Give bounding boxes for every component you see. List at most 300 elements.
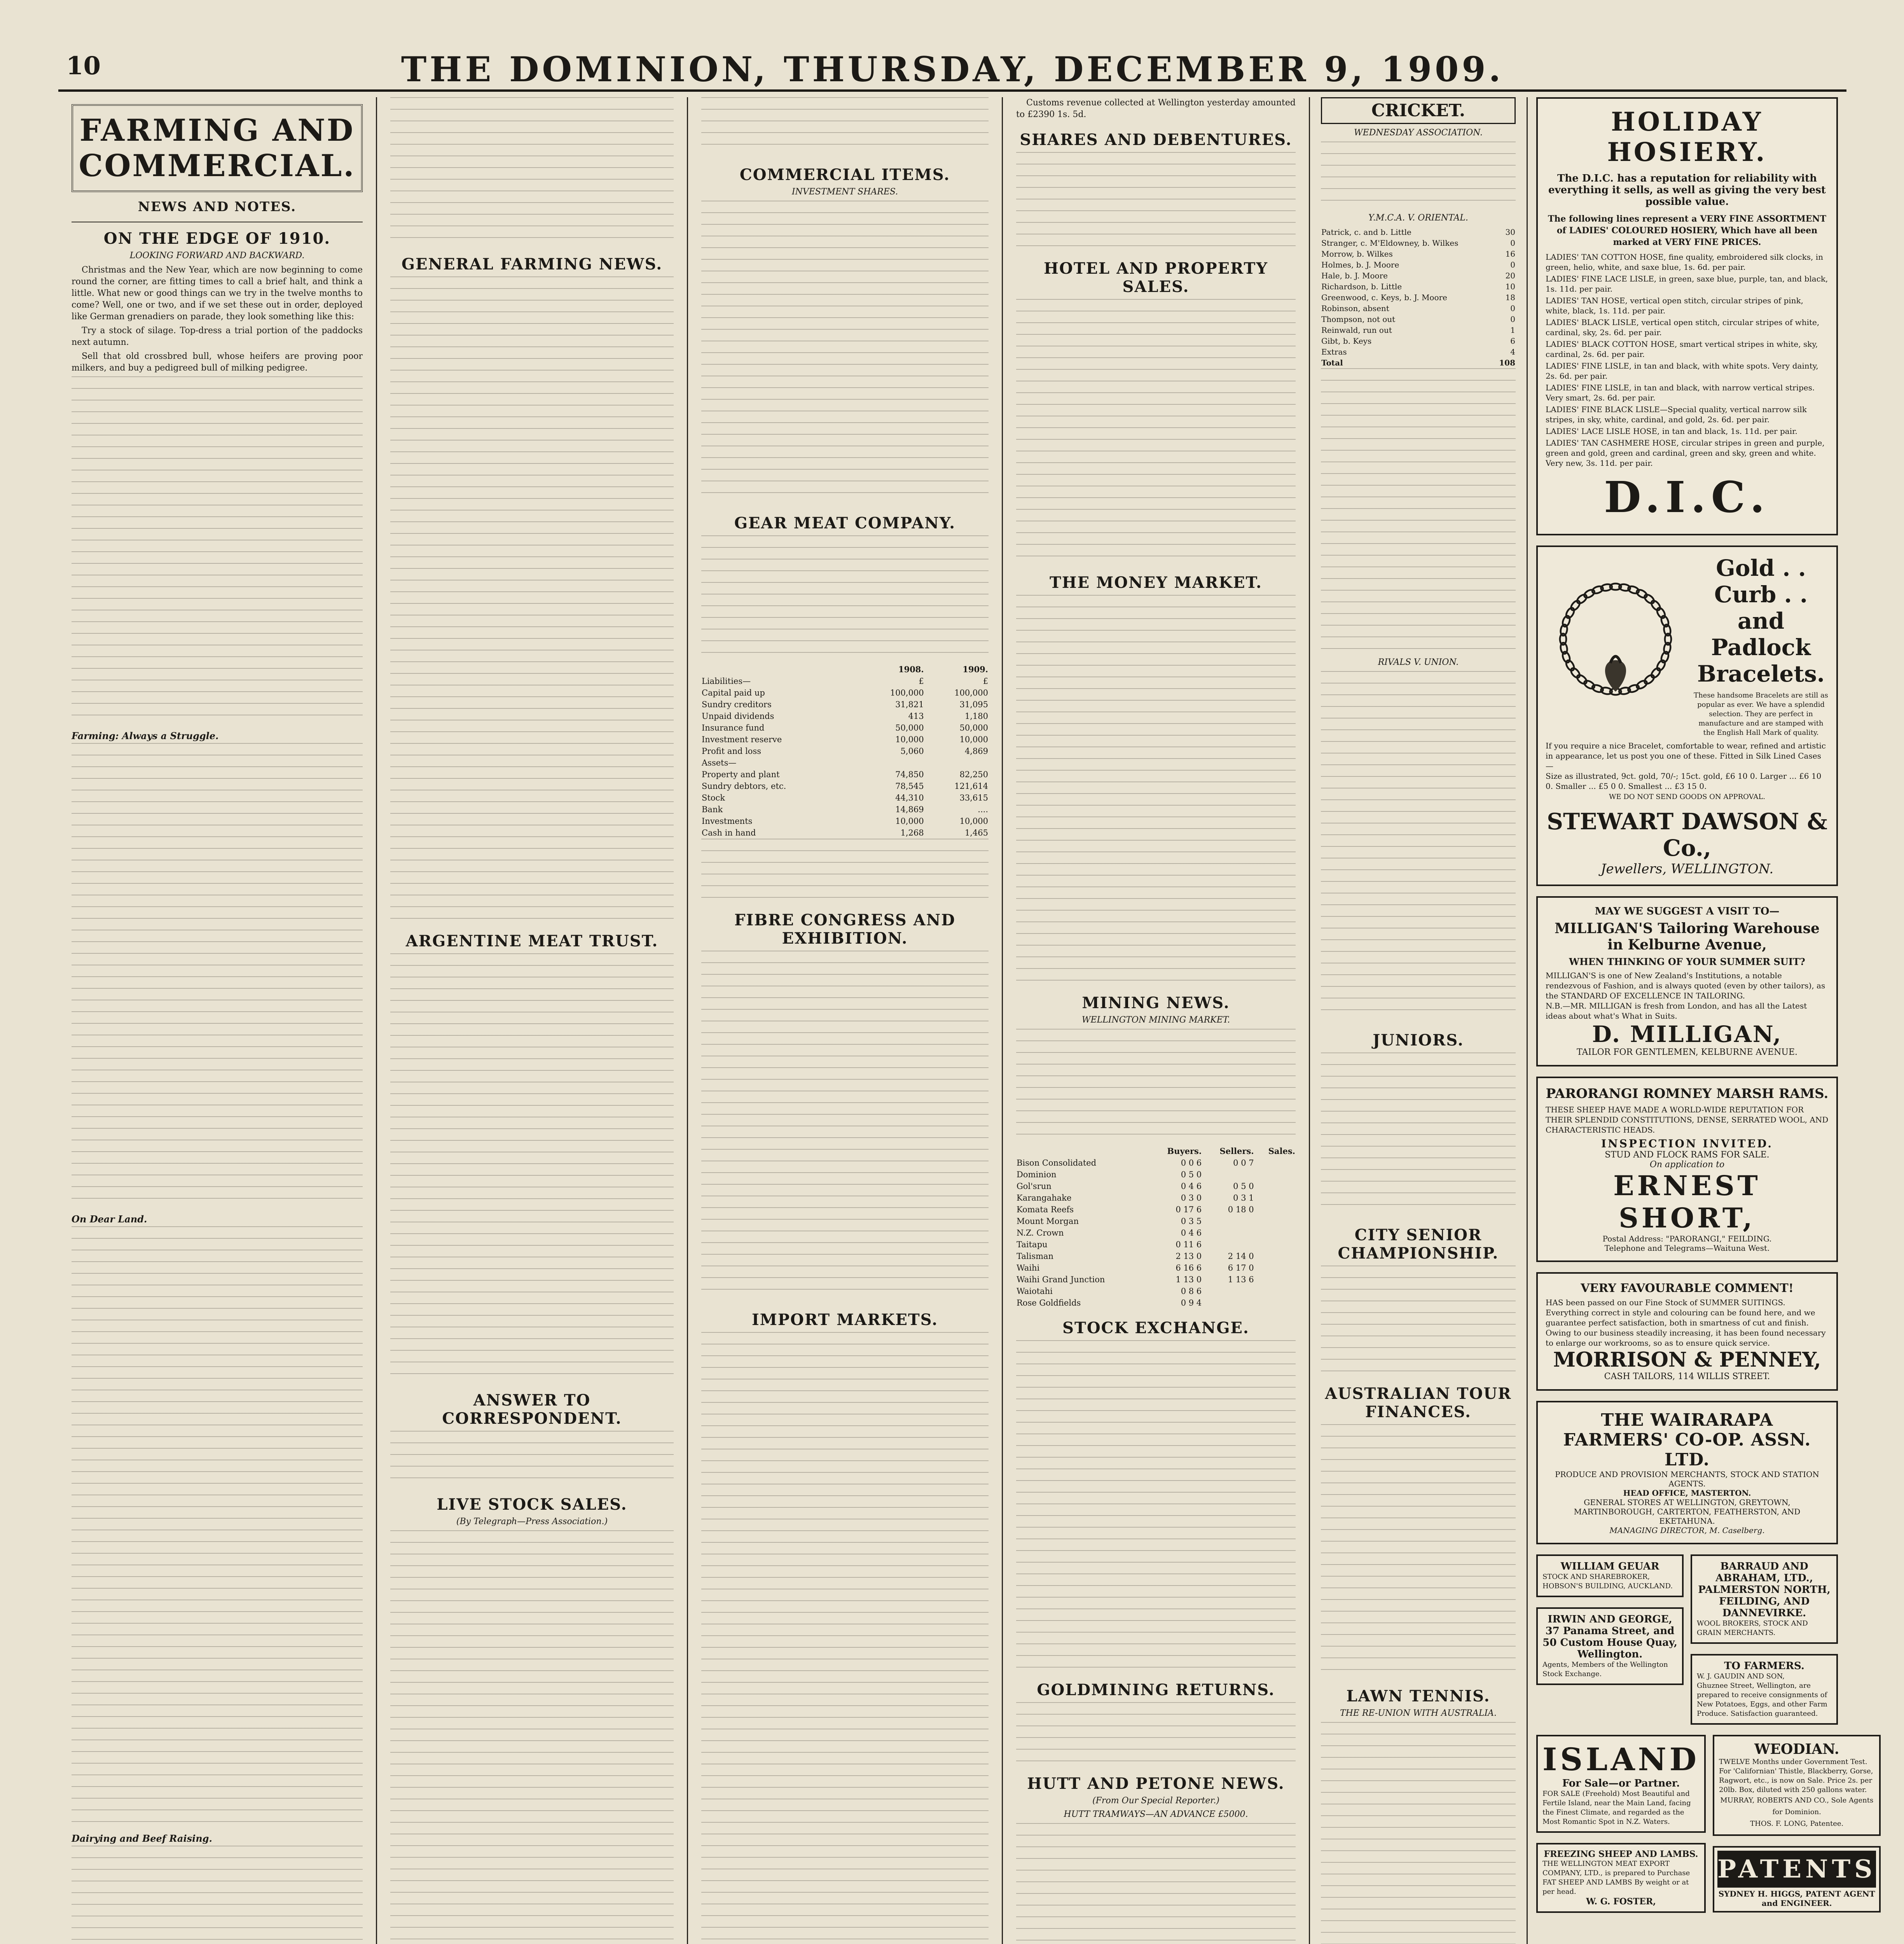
table-row [701, 792, 989, 804]
masthead [58, 47, 1846, 92]
table-cell: .... [978, 805, 988, 814]
dear-land-heading: On Dear Land. [72, 1213, 147, 1225]
table-cell [1202, 1285, 1254, 1297]
text-lines [1321, 1052, 1516, 1216]
hutt-byline: (From Our Special Reporter.) [1092, 1796, 1219, 1806]
table-cell: Gol'srun [1017, 1182, 1052, 1191]
table-row [1016, 1180, 1296, 1192]
table-row [1321, 259, 1516, 270]
paragraph: Customs revenue collected at Wellington yesterday amounted to £2390 1s. 5d. [1016, 98, 1296, 119]
mining-quotations-table [1016, 1145, 1296, 1309]
table-cell: Rose Goldfields [1017, 1298, 1081, 1308]
freezing-body: THE WELLINGTON MEAT EXPORT COMPANY, LTD., is prepared to Purchase FAT SHEEP AND LAMBS By weight or at per head. [1542, 1860, 1690, 1896]
table-row [701, 827, 989, 839]
column-header: Sellers. [1219, 1146, 1254, 1156]
freezing-title: FREEZING SHEEP AND LAMBS. [1544, 1849, 1698, 1859]
customs-note [1016, 97, 1296, 121]
text-lines [1321, 1722, 1516, 1944]
bracelet-note: These handsome Bracelets are still as popular as ever. We have a splendid selection. They are perfect in manufacture and are stamped with the English Hall Mark of quality. [1694, 691, 1828, 737]
hosiery-lead: The D.I.C. has a reputation for reliability with everything it sells, as well as giving the very best possible value. [1548, 173, 1826, 208]
table-cell: 100,000 [890, 688, 924, 698]
section-title: FARMING AND COMMERCIAL. [72, 104, 363, 192]
morrison-sub: CASH TAILORS, 114 WILLIS STREET. [1604, 1372, 1770, 1381]
table-cell: 6 16 6 [1176, 1263, 1202, 1273]
text-lines [701, 839, 989, 901]
batsman-cell: Holmes, b. J. Moore [1321, 260, 1399, 269]
text-lines [1016, 299, 1296, 563]
city-senior-heading: CITY SENIOR CHAMPIONSHIP. [1338, 1226, 1499, 1262]
table-cell: Investments [702, 816, 753, 826]
wairarapa-sub2: HEAD OFFICE, MASTERTON. [1623, 1488, 1751, 1498]
table-cell [1254, 1297, 1296, 1309]
text-lines [72, 1226, 363, 1829]
geuar-ad-line: STOCK AND SHAREBROKER, HOBSON'S BUILDING, AUCKLAND. [1542, 1573, 1673, 1590]
patents-sub: SYDNEY H. HIGGS, PATENT AGENT and ENGINEER. [1718, 1889, 1875, 1908]
ernest-short-name: ERNEST SHORT, [1613, 1170, 1761, 1234]
balance-sheet-table [701, 664, 989, 839]
table-cell: Talisman [1017, 1252, 1054, 1261]
article-body [72, 264, 363, 374]
cricket-heading: CRICKET. [1321, 97, 1516, 124]
small-ads-grid-2 [1536, 1735, 1876, 1923]
table-cell [1254, 1192, 1296, 1204]
milligan-title: MILLIGAN'S Tailoring Warehouse in Kelburne Avenue, [1555, 920, 1820, 953]
table-cell [1254, 1285, 1296, 1297]
weodian-contact: THOS. F. LONG, Patentee. [1750, 1820, 1844, 1828]
milligan-ad [1536, 896, 1838, 1066]
runs-cell: 16 [1505, 249, 1515, 259]
batsman-cell: Stranger, c. M'Eldowney, b. Wilkes [1321, 238, 1459, 248]
text-lines [390, 276, 674, 922]
table-cell: 10,000 [959, 735, 988, 744]
table-cell: Bank [702, 805, 723, 814]
bracelet-headline: and [1737, 608, 1785, 634]
batsman-cell: Richardson, b. Little [1321, 282, 1402, 291]
wairarapa-manager: MANAGING DIRECTOR, M. Caselberg. [1609, 1526, 1765, 1535]
mining-market-heading: WELLINGTON MINING MARKET. [1081, 1015, 1230, 1025]
runs-cell: 30 [1505, 227, 1515, 237]
runs-cell: 0 [1510, 315, 1515, 324]
patents-title: PATENTS [1717, 1851, 1876, 1888]
hosiery-item: LADIES' TAN CASHMERE HOSE, circular stripes in green and purple, green and gold, green and cardinal, green and sky, green and white. Very new, 3s. 11d. per pair. [1546, 438, 1825, 468]
parorangi-telephone: Telephone and Telegrams—Waituna West. [1604, 1243, 1770, 1253]
batsman-cell: Extras [1321, 347, 1347, 357]
column-header: Buyers. [1167, 1146, 1202, 1156]
table-row [1321, 303, 1516, 314]
barraud-ad-line: WOOL BROKERS, STOCK AND GRAIN MERCHANTS. [1697, 1619, 1808, 1637]
small-ads-grid [1536, 1554, 1838, 1735]
looking-forward-subheading: LOOKING FORWARD AND BACKWARD. [129, 251, 305, 260]
small-ads-right-2 [1713, 1735, 1881, 1923]
hosiery-title: HOLIDAY HOSIERY. [1607, 107, 1767, 167]
table-cell: £ [983, 677, 988, 686]
table-cell: Liabilities— [702, 677, 751, 686]
morrison-body: HAS been passed on our Fine Stock of SUMMER SUITINGS. Everything correct in style and colouring can be found here, and we guarantee perfect satisfaction, both in smartness of cut and finish. Owing to our business steadily increasing, it has been found necessary to enlarge our workrooms, so as to ensure quick service. [1546, 1298, 1826, 1348]
hosiery-item: LADIES' FINE LISLE, in tan and black, with narrow vertical stripes. Very smart, 2s. 6d. per pair. [1546, 383, 1815, 402]
morrison-name: MORRISON & PENNEY, [1553, 1348, 1821, 1372]
farmers-ad [1691, 1654, 1838, 1725]
column-sport-and-ads [1310, 97, 1876, 1944]
table-row [701, 804, 989, 815]
bracelet-headline: Padlock [1711, 634, 1811, 661]
table-cell: Insurance fund [702, 723, 765, 732]
runs-cell: 1 [1510, 325, 1515, 335]
table-cell: 0 3 1 [1233, 1193, 1254, 1203]
text-lines [72, 1846, 363, 1944]
hosiery-list [1546, 252, 1829, 468]
irwin-ad [1536, 1607, 1684, 1685]
freezing-ad [1536, 1843, 1706, 1913]
text-lines [1321, 368, 1516, 656]
column-commercial [688, 97, 1003, 1944]
bracelet-copy [1693, 555, 1829, 738]
table-cell: 82,250 [959, 770, 988, 779]
hosiery-item: LADIES' FINE LISLE, in tan and black, with white spots. Very dainty, 2s. 6d. per pair. [1546, 361, 1818, 381]
table-cell [1254, 1169, 1296, 1180]
table-row [1321, 346, 1516, 357]
farmers-ad-line: W. J. GAUDIN AND SON, [1697, 1672, 1785, 1680]
table-row [701, 815, 989, 827]
runs-cell: 0 [1510, 260, 1515, 269]
table-row [1321, 227, 1516, 238]
table-row [1321, 248, 1516, 259]
small-ads-left-2 [1536, 1735, 1706, 1923]
table-cell: 31,095 [959, 700, 988, 709]
text-lines [72, 376, 363, 726]
table-row [1016, 1192, 1296, 1204]
parorangi-apply: On application to [1649, 1160, 1725, 1170]
freezing-name: W. G. FOSTER, [1586, 1897, 1656, 1907]
bracelet-prices: Size as illustrated, 9ct. gold, 70/-; 15ct. gold, £6 10 0. Larger ... £6 10 0. Smaller ... £5 0 0. Smallest ... £3 15 0. [1546, 771, 1822, 791]
morrison-ad [1536, 1272, 1838, 1391]
stewart-dawson-name: STEWART DAWSON & Co., [1547, 808, 1827, 861]
table-cell: Capital paid up [702, 688, 765, 698]
wairarapa-title: THE WAIRARAPA FARMERS' CO-OP. ASSN. LTD. [1563, 1410, 1811, 1470]
text-lines [1016, 1340, 1296, 1671]
hosiery-item: LADIES' FINE BLACK LISLE—Special quality, vertical narrow silk stripes, in sky, white, cardinal, and gold, 2s. 6d. per pair. [1546, 405, 1807, 424]
advertisements-column [1528, 97, 1876, 1944]
wairarapa-sub3: GENERAL STORES AT WELLINGTON, GREYTOWN, MARTINBOROUGH, CARTERTON, FEATHERSTON, AND EKETAHUNA. [1574, 1498, 1801, 1526]
table-cell: 0 18 0 [1228, 1205, 1254, 1214]
geuar-ad [1536, 1554, 1684, 1597]
goldmining-returns-heading: GOLDMINING RETURNS. [1037, 1681, 1275, 1699]
table-cell: 33,615 [959, 793, 988, 802]
table-cell: 1 13 0 [1176, 1275, 1202, 1284]
column-general-news [377, 97, 688, 1944]
table-cell: 0 11 6 [1176, 1240, 1202, 1249]
table-cell: 50,000 [959, 723, 988, 732]
table-row [701, 687, 989, 699]
column-header [701, 664, 860, 675]
table-cell: 1 13 6 [1228, 1275, 1254, 1284]
runs-cell: 4 [1510, 347, 1515, 357]
table-cell: 78,545 [895, 781, 924, 791]
import-markets-heading: IMPORT MARKETS. [751, 1311, 938, 1329]
table-row [1321, 281, 1516, 292]
table-row [701, 757, 989, 769]
column-header: 1909. [962, 664, 988, 674]
table-cell: Investment reserve [702, 735, 782, 744]
paragraph: Try a stock of silage. Top-dress a trial portion of the paddocks next autumn. [72, 326, 363, 347]
table-cell: 5,060 [900, 746, 924, 756]
wairarapa-sub1: PRODUCE AND PROVISION MERCHANTS, STOCK AND STATION AGENTS. [1555, 1470, 1819, 1488]
text-lines [390, 97, 674, 245]
table-cell: 10,000 [895, 735, 924, 744]
juniors-heading: JUNIORS. [1373, 1031, 1464, 1049]
paragraph: Christmas and the New Year, which are now beginning to come round the corner, are fitting times to call a brief halt, and think a little. What new or good things can we try in the twelve months to come? Well, one or two, and if we set these out in order, deployed like German grenadiers on parade, they look something like this: [72, 265, 363, 322]
text-lines [701, 535, 989, 664]
ymca-oriental-heading: Y.M.C.A. V. ORIENTAL. [1368, 213, 1468, 223]
bracelet-headline: Curb . . [1714, 581, 1808, 608]
hutt-tramways-heading: HUTT TRAMWAYS—AN ADVANCE £5000. [1064, 1809, 1248, 1819]
island-contact: MURRAY, ROBERTS AND CO., Sole Agents for Dominion. [1720, 1796, 1874, 1816]
total-value: 108 [1499, 358, 1515, 367]
wairarapa-ad [1536, 1401, 1838, 1544]
money-market-heading: THE MONEY MARKET. [1050, 573, 1262, 592]
table-cell: 0 3 5 [1181, 1217, 1202, 1226]
milligan-sub: TAILOR FOR GENTLEMEN, KELBURNE AVENUE. [1576, 1047, 1797, 1057]
table-cell: 14,869 [895, 805, 924, 814]
table-row [1016, 1215, 1296, 1227]
farmers-ad-title: TO FARMERS. [1724, 1660, 1804, 1672]
table-cell: 6 17 0 [1228, 1263, 1254, 1273]
column-header: Sales. [1268, 1146, 1295, 1156]
small-ads-right [1691, 1554, 1838, 1735]
argentine-meat-trust-heading: ARGENTINE MEAT TRUST. [405, 932, 659, 950]
table-cell: N.Z. Crown [1017, 1228, 1064, 1238]
weodian-title: WEODIAN. [1754, 1741, 1839, 1757]
table-cell: 44,310 [895, 793, 924, 802]
text-lines [390, 953, 674, 1381]
milligan-body: MILLIGAN'S is one of New Zealand's Institutions, a notable rendezvous of Fashion, and is always quoted (even by other tailors), as the STANDARD OF EXCELLENCE IN TAILORING. [1546, 971, 1825, 1000]
column-header [1016, 1145, 1149, 1157]
table-cell: Waihi Grand Junction [1017, 1275, 1105, 1284]
table-cell: 74,850 [895, 770, 924, 779]
bracelet-illustration [1546, 572, 1686, 720]
table-cell: 413 [908, 712, 924, 721]
table-row [701, 734, 989, 745]
table-cell: Taitapu [1017, 1240, 1048, 1249]
bracelet-headline: Bracelets. [1697, 661, 1825, 687]
table-cell: 0 4 6 [1181, 1228, 1202, 1238]
table-cell [1254, 1250, 1296, 1262]
table-cell [1254, 1274, 1296, 1285]
table-cell: 0 4 6 [1181, 1182, 1202, 1191]
table-row [1016, 1250, 1296, 1262]
milligan-top: MAY WE SUGGEST A VISIT TO— [1595, 906, 1780, 917]
rivals-union-heading: RIVALS V. UNION. [1378, 657, 1459, 667]
milligan-name: D. MILLIGAN, [1592, 1021, 1782, 1047]
mining-news-heading: MINING NEWS. [1082, 994, 1230, 1012]
text-lines [1016, 152, 1296, 249]
island-body: FOR SALE (Freehold) Most Beautiful and Fertile Island, near the Main Land, facing the Finest Climate, and regarded as the Most Romantic Spot in N.Z. Waters. [1542, 1790, 1691, 1826]
parorangi-ad [1536, 1077, 1838, 1262]
answer-correspondent-heading: ANSWER TO CORRESPONDENT. [442, 1391, 622, 1428]
total-label: Total [1321, 358, 1343, 367]
table-cell: Waihi [1017, 1263, 1040, 1273]
live-stock-sales-heading: LIVE STOCK SALES. [437, 1495, 627, 1514]
morrison-head: VERY FAVOURABLE COMMENT! [1581, 1281, 1794, 1295]
shares-debentures-heading: SHARES AND DEBENTURES. [1020, 131, 1292, 149]
lawn-tennis-heading: LAWN TENNIS. [1346, 1687, 1490, 1705]
text-lines [1016, 1823, 1296, 1944]
hosiery-item: LADIES' BLACK LISLE, vertical open stitch, circular stripes of white, cardinal, sky, 2s. 6d. per pair. [1546, 318, 1820, 337]
island-ad [1536, 1735, 1706, 1833]
table-row [701, 710, 989, 722]
table-cell: 4,869 [964, 746, 988, 756]
table-cell: 0 3 0 [1181, 1193, 1202, 1203]
island-sub: For Sale—or Partner. [1562, 1778, 1680, 1789]
sport-column [1310, 97, 1528, 1944]
hosiery-ad [1536, 97, 1838, 535]
batsman-cell: Morrow, b. Wilkes [1321, 249, 1393, 259]
table-cell [1202, 1169, 1254, 1180]
table-row [1321, 325, 1516, 336]
text-lines [390, 1530, 674, 1944]
farming-struggle-heading: Farming: Always a Struggle. [72, 730, 219, 741]
table-cell [1202, 1227, 1254, 1239]
table-cell: 121,614 [954, 781, 988, 791]
table-row [701, 780, 989, 792]
hotel-property-heading: HOTEL AND PROPERTY SALES. [1044, 259, 1268, 296]
farmers-ad-line: Ghuznee Street, Wellington, are prepared to receive consignments of New Potatoes, Eggs, and other Farm Produce. Satisfaction guaranteed. [1697, 1682, 1827, 1718]
table-cell: Sundry debtors, etc. [702, 781, 786, 791]
table-cell: Unpaid dividends [702, 712, 774, 721]
table-cell: 0 5 0 [1181, 1170, 1202, 1179]
parorangi-title: PARORANGI ROMNEY MARSH RAMS. [1546, 1086, 1829, 1101]
table-row [701, 699, 989, 710]
hosiery-item: LADIES' TAN COTTON HOSE, fine quality, embroidered silk clocks, in green, helio, white, and saxe blue, 1s. 6d. per pair. [1546, 252, 1823, 272]
australian-tour-heading: AUSTRALIAN TOUR FINANCES. [1325, 1385, 1512, 1421]
batsman-cell: Robinson, absent [1321, 304, 1389, 313]
table-cell [1254, 1262, 1296, 1274]
news-and-notes-heading: NEWS AND NOTES. [138, 199, 297, 215]
milligan-nb: N.B.—MR. MILLIGAN is fresh from London, and has all the Latest ideas about what's What in Suits. [1546, 1001, 1807, 1021]
table-cell: Komata Reefs [1017, 1205, 1074, 1214]
bracelet-headline: Gold . . [1716, 555, 1806, 581]
geuar-ad-title: WILLIAM GEUAR [1560, 1561, 1659, 1572]
table-row [701, 769, 989, 780]
column-header: 1908. [898, 664, 924, 674]
table-cell: Cash in hand [702, 828, 756, 837]
table-cell [1202, 1297, 1254, 1309]
text-lines [1321, 671, 1516, 1021]
investment-shares-heading: INVESTMENT SHARES. [791, 187, 898, 197]
table-cell [860, 757, 924, 769]
column-farming [58, 97, 377, 1944]
table-cell: 10,000 [895, 816, 924, 826]
table-row [1321, 292, 1516, 303]
batsman-cell: Greenwood, c. Keys, b. J. Moore [1321, 293, 1447, 302]
parorangi-address: Postal Address: "PARORANGI," FEILDING. [1602, 1234, 1772, 1243]
batsman-cell: Hale, b. J. Moore [1321, 271, 1388, 280]
innings-table [1321, 227, 1516, 368]
hosiery-item: LADIES' LACE LISLE HOSE, in tan and black, 1s. 11d. per pair. [1546, 427, 1797, 436]
table-cell: 10,000 [959, 816, 988, 826]
text-lines [701, 1332, 989, 1944]
wednesday-association-heading: WEDNESDAY ASSOCIATION. [1354, 128, 1483, 138]
table-cell: 0 17 6 [1176, 1205, 1202, 1214]
parorangi-inspect: INSPECTION INVITED. [1601, 1137, 1773, 1150]
table-row [1016, 1157, 1296, 1169]
parorangi-stud: STUD AND FLOCK RAMS FOR SALE. [1605, 1150, 1769, 1160]
reunion-heading: THE RE-UNION WITH AUSTRALIA. [1340, 1708, 1497, 1718]
table-cell: Assets— [702, 758, 737, 767]
weodian-body: TWELVE Months under Government Test. For 'Californian' Thistle, Blackberry, Gorse, Ragwort, etc., is now on Sale. Price 2s. per 20lb. Box, diluted with 250 gallons water. [1719, 1758, 1873, 1794]
table-row [701, 745, 989, 757]
hutt-petone-heading: HUTT AND PETONE NEWS. [1027, 1774, 1285, 1793]
table-cell: Karangahake [1017, 1193, 1072, 1203]
table-cell: Property and plant [702, 770, 780, 779]
milligan-when: WHEN THINKING OF YOUR SUMMER SUIT? [1569, 956, 1805, 967]
stock-exchange-heading: STOCK EXCHANGE. [1062, 1319, 1249, 1337]
bracelet-ad [1536, 545, 1838, 886]
table-row [1016, 1285, 1296, 1297]
table-cell: £ [919, 677, 924, 686]
hosiery-intro: The following lines represent a VERY FINE ASSORTMENT of LADIES' COLOURED HOSIERY, Which have all been marked at VERY FINE PRICES. [1548, 214, 1826, 247]
table-cell [1254, 1157, 1296, 1169]
runs-cell: 20 [1505, 271, 1515, 280]
fibre-congress-heading: FIBRE CONGRESS AND EXHIBITION. [734, 911, 955, 948]
barraud-ad [1691, 1554, 1838, 1644]
batsman-cell: Gibt, b. Keys [1321, 336, 1372, 346]
gear-meat-heading: GEAR MEAT COMPANY. [734, 514, 956, 532]
small-ads-left [1536, 1554, 1684, 1735]
commercial-items-heading: COMMERCIAL ITEMS. [739, 166, 950, 184]
bracelet-area [1546, 555, 1829, 738]
barraud-ad-title: BARRAUD AND ABRAHAM, LTD., PALMERSTON NORTH, FEILDING, AND DANNEVIRKE. [1698, 1561, 1831, 1619]
table-cell [924, 757, 989, 769]
runs-cell: 0 [1510, 238, 1515, 248]
table-row [1016, 1239, 1296, 1250]
newspaper-title: THE DOMINION, THURSDAY, DECEMBER 9, 1909. [401, 49, 1504, 89]
table-row [1016, 1204, 1296, 1215]
hosiery-item: LADIES' TAN HOSE, vertical open stitch, circular stripes of pink, white, black, 1s. 11d. per pair. [1546, 296, 1804, 315]
table-row [701, 722, 989, 734]
table-cell: Stock [702, 793, 725, 802]
runs-cell: 18 [1505, 293, 1515, 302]
table-cell: 2 13 0 [1176, 1252, 1202, 1261]
table-row [701, 675, 989, 687]
hosiery-item: LADIES' BLACK COTTON HOSE, smart vertical stripes in white, sky, cardinal, 2s. 6d. per pair. [1546, 339, 1818, 359]
table-cell: 0 9 4 [1181, 1298, 1202, 1308]
table-cell: 2 14 0 [1228, 1252, 1254, 1261]
stewart-dawson-sub: Jewellers, WELLINGTON. [1600, 861, 1774, 877]
bracelet-body: If you require a nice Bracelet, comfortable to wear, refined and artistic in appearance, let us post you one of these. Fitted in Silk Lined Cases— [1546, 741, 1826, 771]
total-row [1321, 357, 1516, 368]
table-cell: Mount Morgan [1017, 1217, 1079, 1226]
text-lines [72, 743, 363, 1210]
irwin-ad-line: Agents, Members of the Wellington Stock Exchange. [1542, 1661, 1668, 1678]
text-lines [701, 97, 989, 156]
bracelet-note2: WE DO NOT SEND GOODS ON APPROVAL. [1609, 793, 1766, 801]
table-row [1321, 314, 1516, 325]
table-cell [1254, 1204, 1296, 1215]
table-cell: Dominion [1017, 1170, 1057, 1179]
text-lines [1321, 1266, 1516, 1374]
island-title: ISLAND [1542, 1741, 1700, 1778]
table-cell: 1,465 [964, 828, 988, 837]
table-cell [1254, 1227, 1296, 1239]
text-lines [390, 1431, 674, 1485]
table-row [1016, 1227, 1296, 1239]
table-cell: Profit and loss [702, 746, 762, 756]
batsman-cell: Reinwald, run out [1321, 325, 1392, 335]
table-row [1321, 336, 1516, 346]
table-cell [1202, 1215, 1254, 1227]
text-lines [701, 951, 989, 1301]
table-cell: Sundry creditors [702, 700, 772, 709]
